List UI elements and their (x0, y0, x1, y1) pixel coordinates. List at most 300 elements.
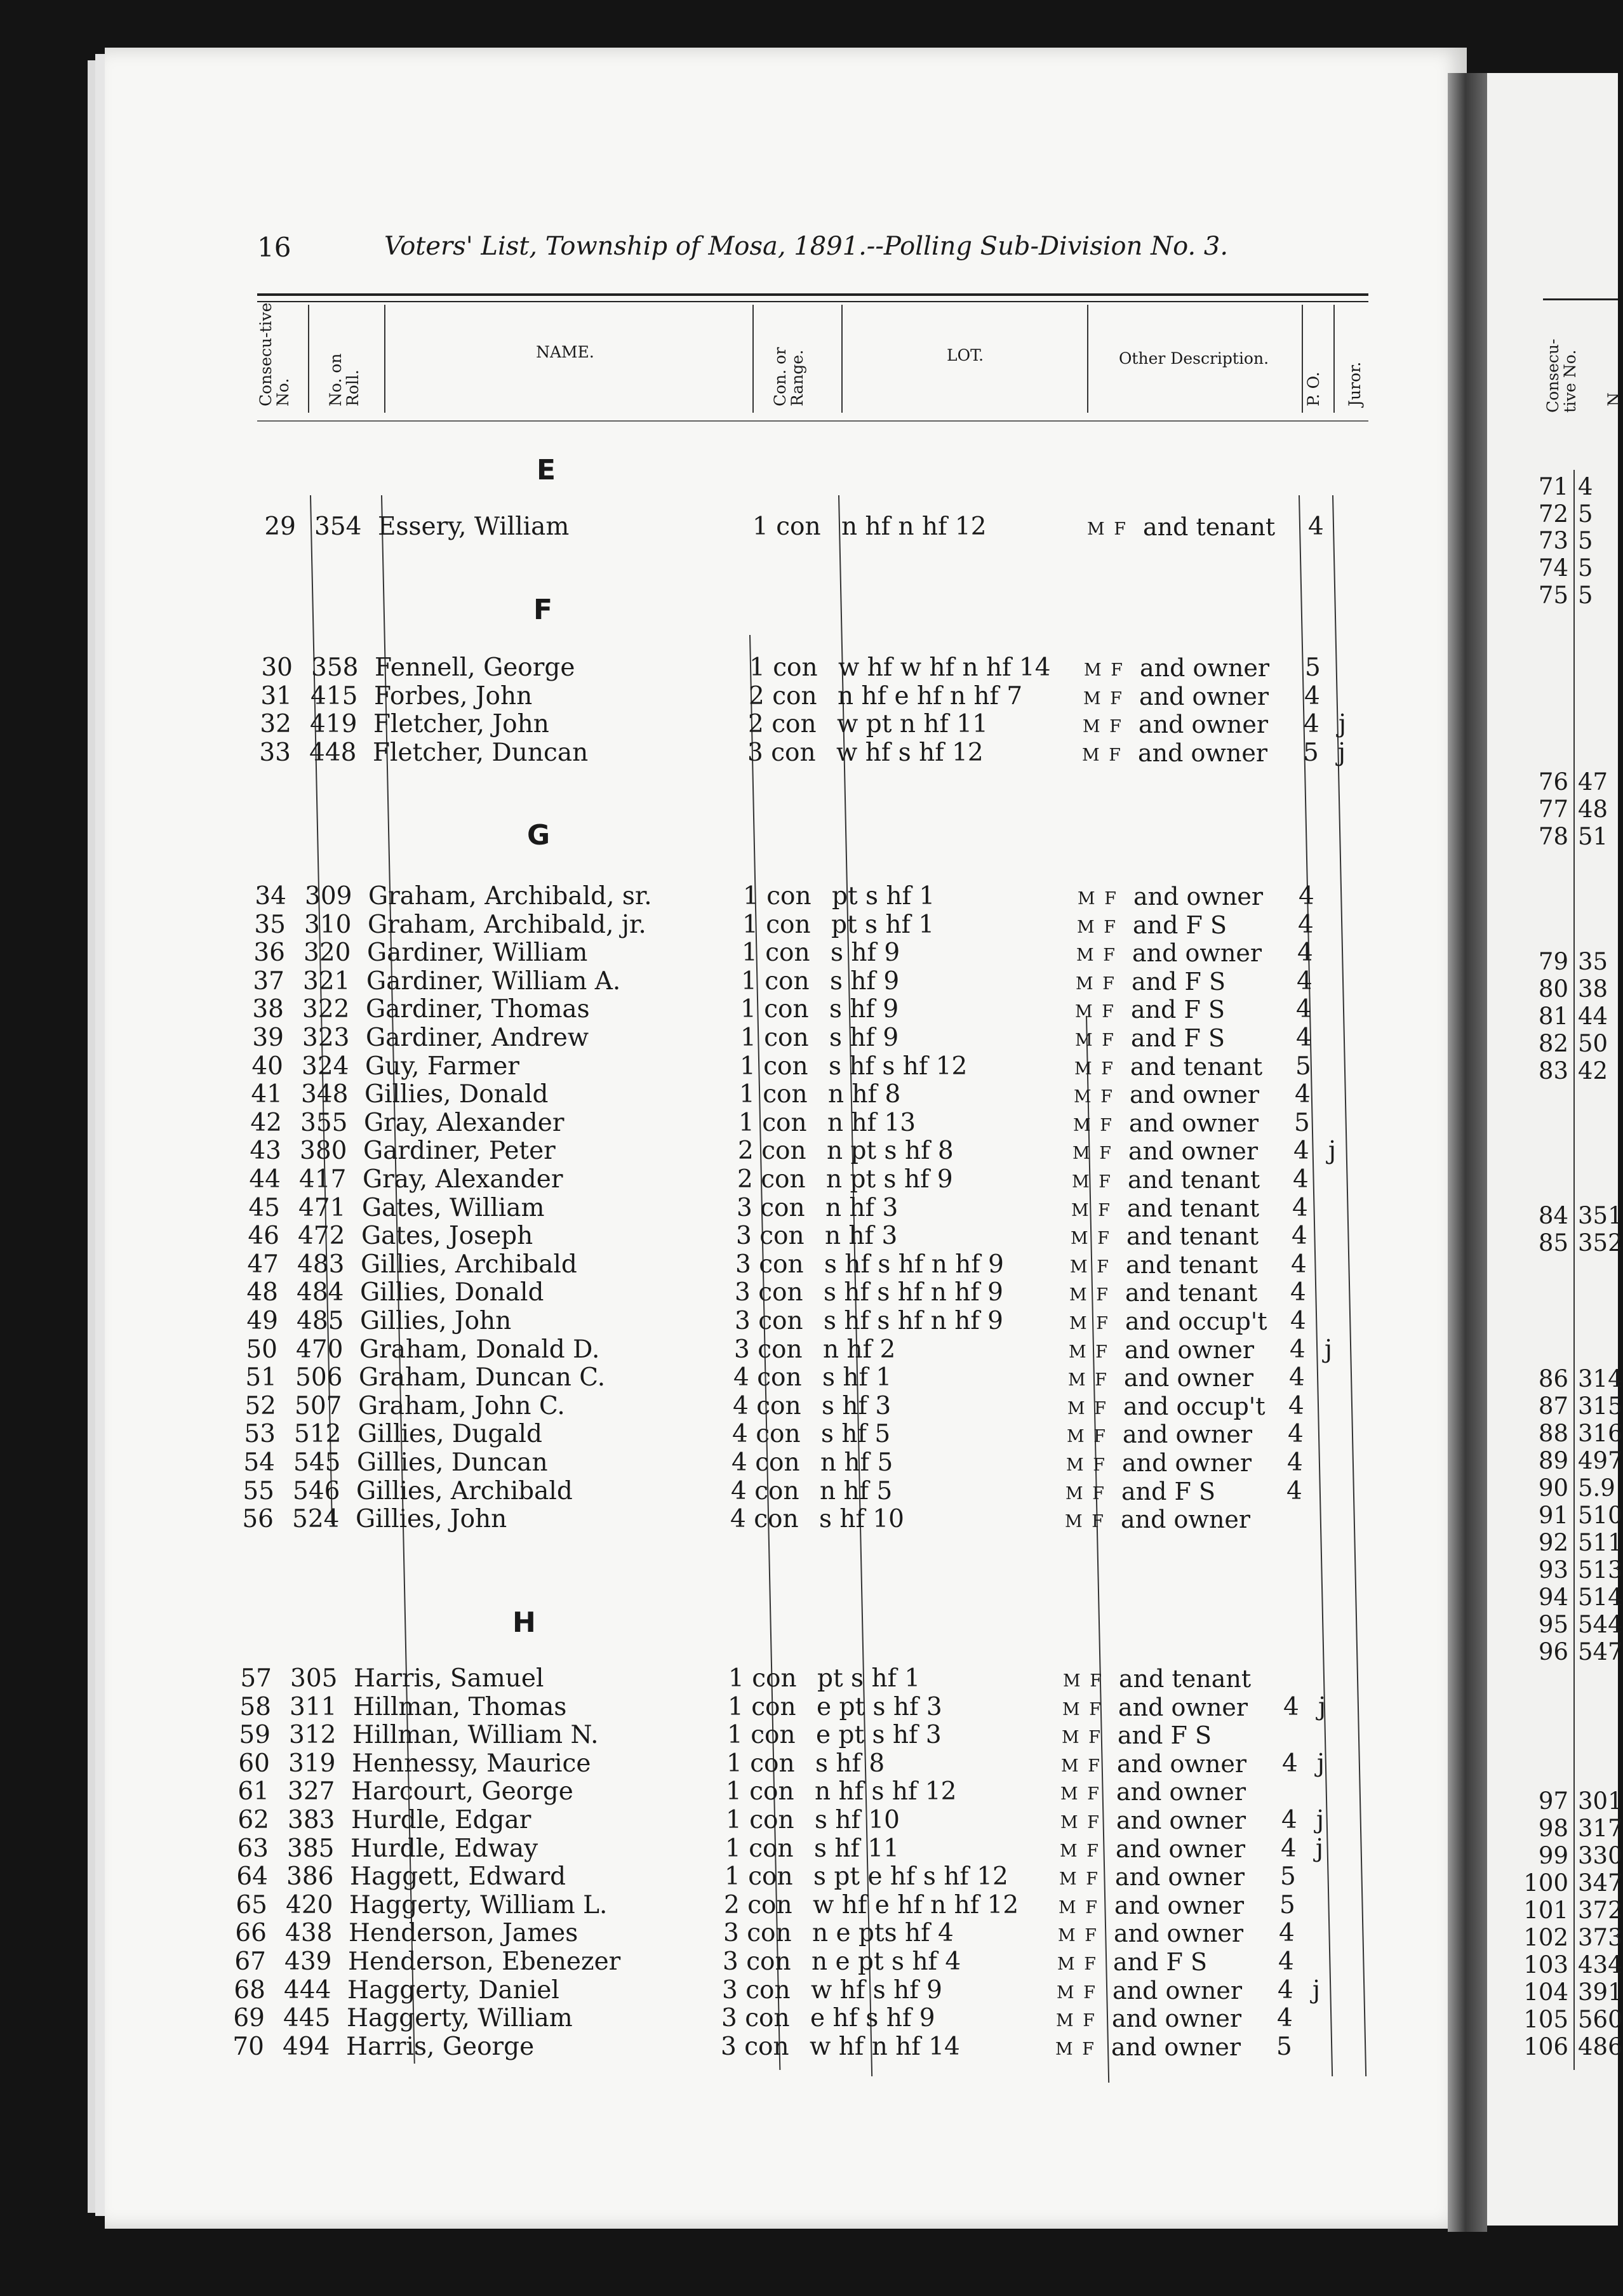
right-roll-no: 50 (1578, 1030, 1608, 1057)
other-description: and owner (1112, 2005, 1242, 2032)
right-roll-no: 560 (1578, 2006, 1623, 2033)
mf-marker: M F (1059, 1869, 1100, 1889)
consecutive-no: 69 (233, 2004, 265, 2032)
concession: 1 con (726, 1806, 794, 1834)
voter-name: Harris, Samuel (354, 1664, 544, 1693)
other-description: and tenant (1125, 1279, 1258, 1307)
mf-marker: M F (1062, 1728, 1102, 1747)
table-row (0, 1721, 1372, 1749)
voter-name: Gates, Joseph (361, 1222, 533, 1250)
voter-name: Hurdle, Edgar (351, 1806, 531, 1834)
mf-marker: M F (1060, 1841, 1100, 1861)
consecutive-no: 34 (255, 882, 286, 911)
mf-marker: M F (1071, 1229, 1111, 1248)
roll-no: 320 (304, 938, 351, 967)
consecutive-no: 59 (239, 1721, 270, 1749)
mf-marker: M F (1066, 1455, 1107, 1475)
right-roll-no: 5 (1578, 527, 1593, 554)
mf-marker: M F (1069, 1285, 1110, 1305)
roll-no: 438 (285, 1919, 333, 1947)
header-divider (1302, 305, 1303, 413)
right-consecutive-no: 92 (1538, 1529, 1568, 1556)
roll-no: 512 (294, 1420, 342, 1448)
right-roll-no: 48 (1578, 796, 1608, 823)
right-roll-no: 347 (1578, 1869, 1623, 1897)
voter-name: Gardiner, Thomas (366, 995, 590, 1024)
voter-name: Hillman, William N. (352, 1721, 599, 1749)
other-description: and F S (1132, 968, 1226, 996)
right-consecutive-no: 75 (1538, 582, 1568, 609)
post-office-no: 4 (1296, 995, 1312, 1024)
right-consecutive-no: 84 (1538, 1202, 1568, 1229)
right-consecutive-no: 87 (1538, 1392, 1568, 1420)
concession: 3 con (737, 1194, 805, 1222)
roll-no: 354 (314, 512, 362, 541)
roll-no: 312 (289, 1721, 337, 1749)
post-office-no: 4 (1304, 682, 1320, 711)
section-letter: F (533, 594, 553, 626)
consecutive-no: 65 (236, 1891, 267, 1919)
right-roll-no: 434 (1578, 1951, 1623, 1979)
post-office-no: 5 (1305, 653, 1321, 682)
other-description: and F S (1118, 1721, 1212, 1749)
mf-marker: M F (1083, 689, 1124, 709)
voter-name: Essery, William (378, 512, 570, 541)
mf-marker: M F (1069, 1314, 1110, 1333)
table-row (0, 1420, 1377, 1448)
table-row (0, 1251, 1380, 1279)
mf-marker: M F (1074, 1059, 1115, 1079)
consecutive-no: 48 (246, 1278, 278, 1307)
right-roll-no: 38 (1578, 975, 1608, 1003)
table-row (0, 1053, 1384, 1081)
post-office-no: 4 (1304, 710, 1319, 738)
table-row (0, 883, 1387, 911)
consecutive-no: 30 (261, 653, 293, 682)
voter-name: Fletcher, Duncan (373, 738, 589, 767)
lot: s pt e hf s hf 12 (813, 1862, 1008, 1891)
table-row (0, 1835, 1370, 1863)
juror-mark: j (1318, 1693, 1326, 1721)
lot: n e pt s hf 4 (812, 1947, 961, 1976)
right-consecutive-no: 71 (1538, 473, 1568, 500)
concession: 1 con (738, 1109, 807, 1137)
table-row (0, 1392, 1377, 1420)
table-row (0, 968, 1386, 996)
header-rule (257, 301, 1368, 302)
roll-no: 415 (311, 682, 358, 711)
voter-name: Harcourt, George (351, 1777, 573, 1806)
right-roll-no: 301 (1578, 1787, 1623, 1815)
lot: s hf 10 (815, 1806, 900, 1834)
mf-marker: M F (1071, 1201, 1112, 1220)
table-row (0, 1081, 1384, 1109)
voter-name: Henderson, Ebenezer (348, 1947, 621, 1976)
right-roll-no: 4 (1578, 473, 1593, 500)
table-row (0, 1505, 1375, 1533)
concession: 3 con (734, 1335, 803, 1364)
table-row (0, 1919, 1368, 1947)
other-description: and occup't (1125, 1307, 1267, 1335)
lot: e pt s hf 3 (817, 1693, 942, 1721)
concession: 3 con (723, 1919, 792, 1947)
roll-no: 321 (303, 967, 351, 996)
roll-no: 380 (300, 1137, 347, 1165)
lot: n hf 5 (820, 1448, 893, 1477)
right-consecutive-no: 103 (1523, 1951, 1568, 1979)
post-office-no: 4 (1286, 1477, 1302, 1505)
lot: s hf 9 (830, 967, 900, 996)
concession: 3 con (723, 1947, 791, 1976)
voter-name: Haggerty, William (347, 2004, 573, 2032)
voter-name: Gillies, Donald (360, 1278, 544, 1307)
post-office-no: 5 (1276, 2032, 1292, 2061)
other-description: and owner (1114, 1892, 1245, 1919)
right-consecutive-no: 85 (1538, 1229, 1568, 1257)
table-row (0, 1863, 1369, 1891)
other-description: and owner (1138, 739, 1268, 767)
lot: e pt s hf 3 (816, 1721, 942, 1749)
consecutive-no: 64 (236, 1862, 268, 1891)
other-description: and F S (1121, 1478, 1216, 1505)
header-divider (1333, 305, 1335, 413)
consecutive-no: 55 (243, 1477, 274, 1505)
right-consecutive-no: 82 (1538, 1030, 1568, 1057)
concession: 2 con (724, 1891, 792, 1919)
right-consecutive-no: 93 (1538, 1556, 1568, 1584)
right-roll-no: 373 (1578, 1924, 1623, 1951)
roll-no: 419 (310, 710, 357, 738)
mf-marker: M F (1063, 1671, 1104, 1691)
other-description: and tenant (1128, 1166, 1260, 1194)
voter-name: Graham, Archibald, jr. (368, 911, 646, 939)
other-description: and F S (1131, 1024, 1226, 1052)
concession: 4 con (731, 1477, 799, 1505)
lot: n hf s hf 12 (815, 1777, 957, 1806)
post-office-no: 4 (1297, 967, 1312, 996)
concession: 1 con (726, 1777, 794, 1806)
post-office-no: 4 (1295, 1080, 1311, 1109)
roll-no: 448 (309, 738, 357, 767)
consecutive-no: 42 (250, 1109, 282, 1137)
right-consecutive-no: 88 (1538, 1420, 1568, 1447)
right-roll-no: 5 (1578, 500, 1593, 528)
juror-mark: j (1316, 1806, 1325, 1834)
other-description: and F S (1133, 911, 1227, 939)
voter-name: Henderson, James (349, 1919, 578, 1947)
right-roll-no: 315 (1578, 1392, 1623, 1420)
table-row (0, 654, 1394, 682)
right-consecutive-no: 102 (1523, 1924, 1568, 1951)
right-consecutive-no: 72 (1538, 500, 1568, 528)
post-office-no: 4 (1299, 882, 1314, 911)
concession: 1 con (741, 967, 810, 996)
post-office-no: 4 (1293, 1137, 1309, 1165)
mf-marker: M F (1087, 519, 1128, 539)
mf-marker: M F (1065, 1484, 1106, 1504)
concession: 3 con (747, 738, 816, 767)
other-description: and tenant (1119, 1665, 1252, 1693)
mf-marker: M F (1083, 717, 1123, 737)
consecutive-no: 44 (249, 1165, 281, 1194)
concession: 2 con (738, 1137, 806, 1165)
other-description: and tenant (1143, 513, 1276, 541)
concession: 2 con (748, 710, 817, 738)
voter-name: Harris, George (346, 2032, 535, 2061)
consecutive-no: 36 (253, 938, 285, 967)
other-description: and owner (1128, 1137, 1259, 1165)
post-office-no: 4 (1296, 1024, 1312, 1052)
concession: 4 con (731, 1448, 800, 1477)
post-office-no: 5 (1279, 1891, 1295, 1919)
column-header-rule (257, 420, 1368, 422)
lot: pt s hf 1 (832, 882, 935, 911)
post-office-no: 4 (1292, 1194, 1308, 1222)
lot: s hf 10 (819, 1505, 904, 1533)
col-lot: LOT. (946, 346, 984, 364)
mf-marker: M F (1059, 1898, 1099, 1918)
mf-marker: M F (1077, 918, 1118, 937)
voter-name: Haggett, Edward (350, 1862, 566, 1891)
right-roll-no: 42 (1578, 1057, 1608, 1085)
juror-mark: j (1338, 738, 1346, 767)
mf-marker: M F (1057, 1954, 1098, 1974)
right-consecutive-no: 86 (1538, 1365, 1568, 1392)
mf-marker: M F (1065, 1512, 1105, 1532)
consecutive-no: 70 (232, 2032, 264, 2061)
roll-no: 507 (295, 1392, 342, 1420)
other-description: and tenant (1126, 1251, 1259, 1279)
consecutive-no: 51 (245, 1363, 277, 1392)
other-description: and owner (1116, 1806, 1246, 1834)
roll-no: 545 (293, 1448, 341, 1477)
consecutive-no: 66 (235, 1919, 267, 1947)
voter-name: Hennessy, Maurice (352, 1749, 591, 1778)
lot: s hf 5 (821, 1420, 891, 1448)
consecutive-no: 56 (242, 1505, 274, 1533)
post-office-no: 4 (1308, 512, 1324, 541)
concession: 1 con (728, 1664, 797, 1693)
header-divider (841, 305, 843, 413)
page-number: 16 (257, 232, 291, 263)
mf-marker: M F (1073, 1116, 1114, 1135)
concession: 1 con (749, 653, 818, 682)
post-office-no: 5 (1303, 738, 1319, 767)
roll-no: 322 (302, 995, 350, 1024)
consecutive-no: 53 (244, 1420, 276, 1448)
col-consecutive-no: Consecu-tive No. (257, 302, 292, 406)
concession: 1 con (740, 1052, 808, 1081)
other-description: and F S (1131, 996, 1226, 1024)
right-roll-no: 47 (1578, 768, 1608, 796)
mf-marker: M F (1056, 2011, 1097, 2031)
roll-no: 546 (293, 1477, 340, 1505)
section-letter: E (537, 454, 556, 486)
lot: e hf s hf 9 (810, 2004, 935, 2032)
lot: w hf s hf 9 (811, 1976, 942, 2005)
post-office-no: 4 (1293, 1165, 1309, 1194)
post-office-no: 4 (1281, 1834, 1297, 1863)
right-consecutive-no: 96 (1538, 1638, 1568, 1665)
table-row (0, 911, 1387, 939)
right-roll-no: 317 (1578, 1815, 1623, 1842)
right-roll-no: 486 (1578, 2033, 1623, 2060)
roll-no: 470 (296, 1335, 344, 1364)
roll-no: 386 (286, 1862, 334, 1891)
table-row (0, 2033, 1365, 2061)
roll-no: 309 (305, 882, 352, 911)
table-row (0, 1665, 1373, 1693)
concession: 2 con (749, 682, 817, 711)
consecutive-no: 29 (264, 512, 296, 541)
right-consecutive-no: 106 (1523, 2033, 1568, 2060)
right-roll-no: 514 (1578, 1584, 1623, 1611)
right-consecutive-no: 105 (1523, 2006, 1568, 2033)
lot: n hf 8 (828, 1080, 901, 1109)
voter-name: Gillies, Donald (364, 1080, 549, 1109)
header-divider (308, 305, 309, 413)
roll-no: 439 (284, 1947, 332, 1976)
right-consecutive-no: 90 (1538, 1474, 1568, 1502)
roll-no: 327 (288, 1777, 335, 1806)
page-title: Voters' List, Township of Mosa, 1891.--Polling Sub-Division No. 3. (384, 232, 1229, 261)
section-letter: H (512, 1606, 536, 1639)
roll-no: 358 (311, 653, 359, 682)
mf-marker: M F (1078, 889, 1118, 909)
right-roll-no: 372 (1578, 1897, 1623, 1924)
other-description: and tenant (1126, 1222, 1259, 1250)
lot: n hf e hf n hf 7 (838, 682, 1023, 711)
consecutive-no: 67 (234, 1947, 266, 1976)
consecutive-no: 57 (240, 1664, 272, 1693)
post-office-no: 4 (1289, 1363, 1305, 1392)
consecutive-no: 46 (248, 1222, 279, 1250)
right-column-divider (1573, 470, 1575, 2070)
table-row (0, 1024, 1385, 1052)
mf-marker: M F (1061, 1756, 1102, 1776)
mf-marker: M F (1062, 1700, 1103, 1719)
consecutive-no: 32 (260, 710, 291, 738)
post-office-no: 5 (1294, 1109, 1310, 1137)
post-office-no: 4 (1277, 2004, 1293, 2032)
consecutive-no: 35 (254, 911, 286, 939)
mf-marker: M F (1060, 1813, 1101, 1832)
mf-marker: M F (1058, 1926, 1099, 1946)
lot: s hf 9 (829, 1024, 899, 1052)
concession: 4 con (733, 1363, 802, 1392)
mf-marker: M F (1067, 1427, 1107, 1446)
col-juror: Juror. (1346, 361, 1364, 406)
concession: 4 con (733, 1392, 801, 1420)
other-description: and owner (1111, 2033, 1241, 2061)
lot: pt s hf 1 (831, 911, 935, 939)
consecutive-no: 31 (260, 682, 292, 711)
table-row (0, 1194, 1381, 1222)
consecutive-no: 43 (250, 1137, 281, 1165)
lot: w hf e hf n hf 12 (813, 1891, 1019, 1919)
right-consecutive-no: 100 (1523, 1869, 1568, 1897)
other-description: and owner (1130, 1081, 1260, 1109)
roll-no: 471 (298, 1194, 346, 1222)
consecutive-no: 41 (251, 1080, 283, 1109)
right-header-rule (1543, 298, 1618, 300)
table-row (0, 1948, 1367, 1976)
roll-no: 305 (290, 1664, 338, 1693)
consecutive-no: 63 (237, 1834, 269, 1863)
right-roll-no: 314 (1578, 1365, 1623, 1392)
consecutive-no: 38 (252, 995, 284, 1024)
voter-name: Gillies, John (356, 1505, 507, 1533)
lot: n pt s hf 8 (827, 1137, 954, 1165)
header-rule (257, 293, 1368, 296)
mf-marker: M F (1055, 2039, 1096, 2059)
other-description: and tenant (1127, 1194, 1260, 1222)
post-office-no: 5 (1280, 1862, 1296, 1891)
lot: s hf s hf n hf 9 (824, 1250, 1004, 1279)
right-consecutive-no: 80 (1538, 975, 1568, 1003)
right-consecutive-no: 79 (1538, 948, 1568, 975)
voter-name: Guy, Farmer (365, 1052, 519, 1081)
concession: 3 con (721, 2032, 789, 2061)
roll-no: 385 (287, 1834, 335, 1863)
lot: pt s hf 1 (817, 1664, 921, 1693)
lot: w pt n hf 11 (837, 710, 988, 738)
voter-name: Graham, Donald D. (359, 1335, 600, 1364)
other-description: and owner (1132, 939, 1262, 967)
juror-mark: j (1312, 1976, 1321, 2005)
table-row (0, 1693, 1372, 1721)
right-roll-no: 352 (1578, 1229, 1623, 1257)
header-divider (384, 305, 385, 413)
col-po: P. O. (1304, 371, 1323, 406)
table-row (0, 996, 1385, 1024)
table-row (0, 1364, 1378, 1392)
consecutive-no: 39 (252, 1024, 284, 1052)
voter-name: Hillman, Thomas (353, 1693, 567, 1721)
concession: 3 con (735, 1278, 803, 1307)
voter-name: Graham, John C. (358, 1392, 565, 1420)
roll-no: 417 (299, 1165, 347, 1194)
table-row (0, 1336, 1379, 1364)
post-office-no: 4 (1278, 1947, 1294, 1976)
voter-name: Forbes, John (374, 682, 533, 711)
right-consecutive-no: 97 (1538, 1787, 1568, 1815)
lot: s hf s hf n hf 9 (824, 1307, 1003, 1335)
voter-name: Gardiner, William A. (366, 967, 621, 996)
mf-marker: M F (1070, 1257, 1111, 1277)
right-roll-no: 5 (1578, 582, 1593, 609)
table-row (0, 2005, 1366, 2032)
concession: 1 con (727, 1721, 796, 1749)
mf-marker: M F (1075, 1002, 1116, 1022)
table-row (0, 1166, 1382, 1194)
right-roll-no: 51 (1578, 823, 1608, 850)
lot: s hf 9 (831, 938, 900, 967)
right-consecutive-no: 76 (1538, 768, 1568, 796)
right-roll-no: 513 (1578, 1556, 1623, 1584)
col-name: NAME. (536, 343, 594, 361)
concession: 3 con (736, 1222, 805, 1250)
right-consecutive-no: 89 (1538, 1447, 1568, 1474)
roll-no: 348 (301, 1080, 349, 1109)
consecutive-no: 33 (259, 738, 291, 767)
lot: w hf s hf 12 (836, 738, 984, 767)
lot: n hf 3 (825, 1194, 898, 1222)
consecutive-no: 47 (247, 1250, 279, 1279)
mf-marker: M F (1060, 1784, 1101, 1804)
lot: n hf n hf 12 (841, 512, 987, 541)
right-roll-no: 547 (1578, 1638, 1623, 1665)
